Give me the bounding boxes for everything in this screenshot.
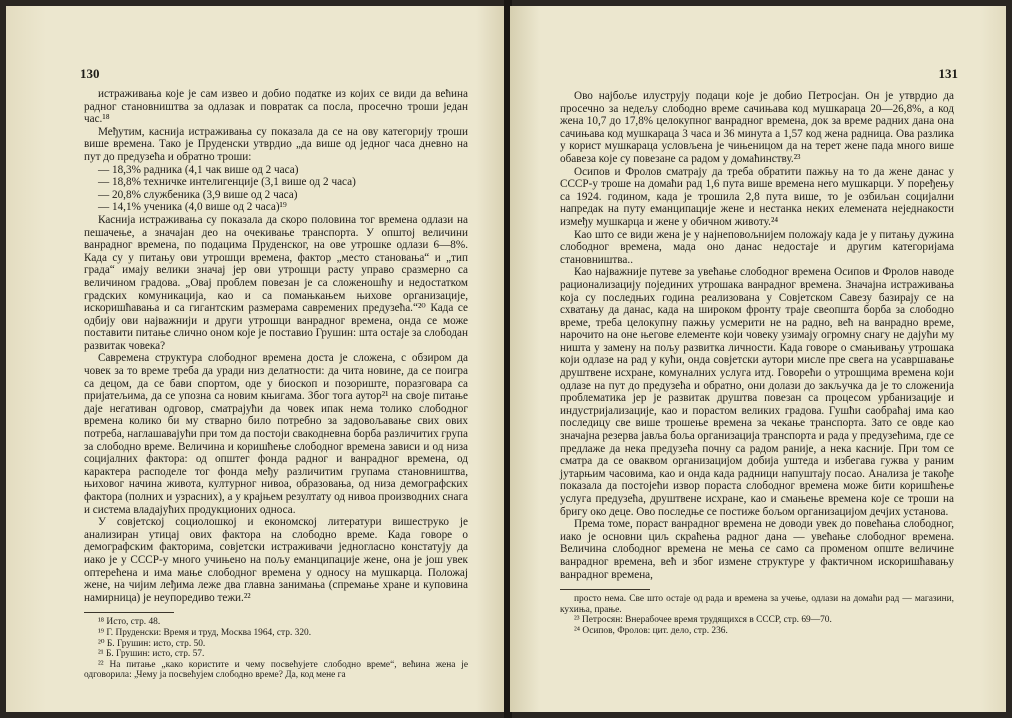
body-text [560,90,954,637]
paragraph: Међутим, каснија истраживања су показала да се на ову категорију троши више времена. Тако је Пруденски утврдио „да више од једног часа дневно на пут до предузећа и обратно троши: [84,125,468,163]
paragraph: Као што се види жена је у најнеповољнијем положају када је у питању дужина слободног времена, мада оно данас недостаје и другим категоријама становништва.. [560,228,954,266]
paragraph: Ово најбоље илуструју подаци које је добио Петросјан. Он је утврдио да просечно за недељу слободно време сачињава код мушкараца 20—26,8%, а код жена 10,7 до 17,8% целокупног ванрадног времена, док за време радних дана она сачињава код мушкараца 3 часа и 36 минута а 1,57 код жена радница. Ова разлика у корист мушкараца условљена је чињеницом да на терет жене пада много више обавеза које су повезане са радом у домаћинству.²³ [560,90,954,165]
footnotes [560,594,954,636]
page-number: 130 [80,66,100,81]
list-item: — 20,8% службеника (3,9 више од 2 часа) [98,188,298,201]
footnote: ²² На питање „како користите и чему посвећујете слободно време“, већина жена је одговорила: „Чему ја посвећујем слободно време? Да, код мене га [84,659,468,681]
list-item: — 14,1% ученика (4,0 више од 2 часа)¹⁹ [98,201,287,214]
body-text [84,88,468,681]
statistics-list [84,164,468,214]
paragraph: У совјетској социолошкој и економској литератури вишеструко је анализиран утицај ових фактора на слободно време. Када говоре о демографским факторима, совјетски истраживачи једногласно констатују да иако је у СССР-у много учињено на пољу еманципације жене, она је још увек оптерећена и има мање слободног времена у односу на мушкарца. Положај жене, на чијим леђима леже два главна занимања (спремање хране и куповина намирница) је неупоредиво тежи.²² [84,516,468,604]
footnote-divider [560,589,650,590]
paragraph: Према томе, пораст ванрадног времена не доводи увек до повећања слободног, иако је основни циљ скраћења радног дана — увећање слободног времена. Величина слободног времена не мења се само са променом опште величине ванрадног времена, већ и због измене структуре у фактичном искоришћавању ванрадног времена, [560,518,954,581]
list-item: — 18,3% радника (4,1 чак више од 2 часа) [98,163,299,176]
list-item: — 18,8% техничке интелигенције (3,1 више од 2 часа) [98,176,356,189]
footnote: ¹⁹ Г. Пруденски: Время и труд, Москва 1964, стр. 320. [98,627,312,638]
footnote: ²¹ Б. Грушин: исто, стр. 57. [98,649,205,660]
paragraph: Каснија истраживања су показала да скоро половина тог времена одлази на пешачење, а значајан део на очекивање транспорта. У општој величини ванрадног времена, по подацима Пруденског, на ове утрошке одлази 6—8%. Када су у питању ови утрошци времена, фактор „место становања“ и „тип града“ имају велики значај јер ови утрошци расту управо сразмерно са величином градова. „Овај проблем повезан је са сложеношћу и недостатком градских комуникација, као и са помањкањем њихове организације, искоришћавања и са гигантским размерама савремених предузећа.“²⁰ Када се одбију ови најважнији и други утрошци ванрадног времена, онда се може поставити питање слично оном које је поставио Грушин: шта остаје за слободан развитак човека? [84,213,468,352]
footnote-divider [84,612,174,613]
footnote: ¹⁸ Исто, стр. 48. [98,617,161,628]
footnote-continuation: просто нема. Све што остаје од рада и времена за учење, одлази на домаћи рад — магазини, кухиња, прање. [560,594,954,615]
footnotes [84,617,468,681]
left-page [6,6,506,712]
footnote: ²⁰ Б. Грушин: исто, стр. 50. [98,638,206,649]
footnote: ²³ Петросян: Внерабочее время трудящихся в СССР, стр. 69—70. [574,615,832,626]
right-page [510,6,1006,712]
paragraph: Осипов и Фролов сматрају да треба обратити пажњу на то да жене данас у СССР-у троше на домаћи рад 1,6 пута више времена него мушкарци. У поређењу са 1924. годином, када је трошила 2,8 пута више, то је озбиљан социјални напредак на путу еманципације жене и нестанка неких елемената неједнакости између мушкарца и жене у обичном животу.²⁴ [560,165,954,228]
page-number: 131 [938,66,958,81]
paragraph: Као најважније путеве за увећање слободног времена Осипов и Фролов наводе рационализацију појединих утрошака ванрадног времена. Значајна истраживања која су последњих година реализована у Совјетском Савезу базирају се на схватању да данас, када на широком фронту траје свеопшта борба за слободно време, треба целокупну пажњу усмерити не на радно, већ на ванрадно време, нарочито на оне његове елементе који човеку узимају огромну снагу не дајући му ништа у замену на пољу развитка личности. Када говоре о смањивању утрошака који одлазе на рад у кући, онда совјетски аутори мисле пре свега на усавршавање друштвене исхране, комуналних услуга итд. Говорећи о утрошцима времена који одлазе на пут до предузећа и обратно, они долази до закључка да је то сложенија проблематика јер је развитак друштва повезан са процесом урбанизације и индустријализације, као и порастом великих градова. Гушћи саобраћај има као последицу све више трошење времена за чекање транспорта. Зато се овде као значајна резерва јавља боља организација транспорта и рада у предузећима, где се предлаже да нека предузећа почну са радом раније, а нека касније. При том се сматра да се оваквом организацијом добија уштеда и избегава гужва у раним јутарњим часовима, као и онда када радници напуштају посао. Анализа је такође показала да постојећи извор пораста слободног времена може бити коришћење услуга предузећа, друштвене исхране, као и смањење времена које се троши на бригу око деце. Ово последње се постиже бољом организацијом дечјих установа. [560,266,954,518]
paragraph: Савремена структура слободног времена доста је сложена, с обзиром да човек за то време треба да уради низ делатности: да чита новине, да се поигра са децом, да се бави спортом, оде у биоскоп и позориште, поразговара са пријатељима, да се упозна са новим књигама. Због тога аутор²¹ на своје питање даје негативан одговор, сматрајући да човек ипак нема толико слободног времена колико би му стварно било потребно за задовољавање свих ових потреба, наглашавајући при том да постоји свакодневна борба различитих група за слободно време. Величина и коришћење слободног времена зависи и од низа социјалних фактора: од општег фонда радног и ванрадног времена, од карактера расподеле тог фонда међу различитим групама становништва, њиховог начина живота, културног нивоа, образовања, од низа демографских фактора (полних и узрасних), а у крајњем резултату од нивоа производних снага и система владајућих продукционих односа. [84,352,468,516]
footnote: ²⁴ Осипов, Фролов: цит. дело, стр. 236. [574,625,728,636]
paragraph: истраживања које је сам извео и добио податке из којих се види да већина радног становништва за одлазак и повратак са посла, просечно троши један час.¹⁸ [84,88,468,126]
